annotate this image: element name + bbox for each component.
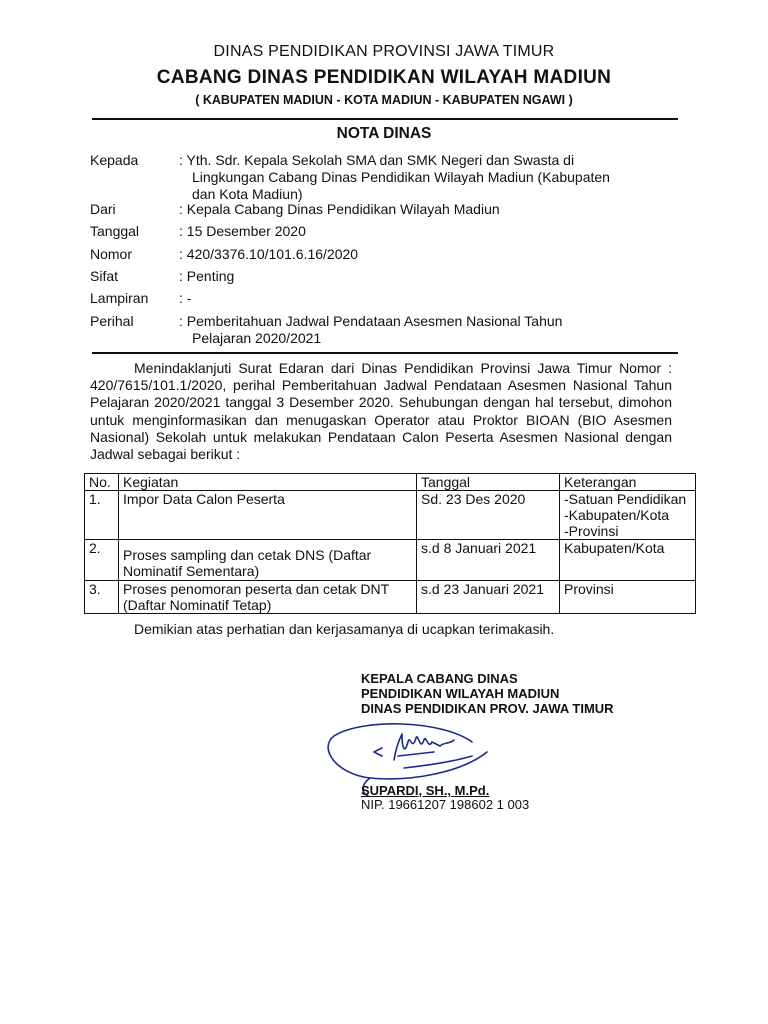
row-notes: [560, 491, 696, 540]
document-title: NOTA DINAS: [336, 125, 432, 142]
lampiran-value: : -: [179, 290, 192, 306]
sifat-value: : Penting: [179, 268, 235, 284]
table-header-row: [85, 474, 696, 491]
column-header: No.: [85, 474, 119, 491]
body-paragraph: Menindaklanjuti Surat Edaran dari Dinas Pendidikan Provinsi Jawa Timur Nomor : 420/7615/101.1/2020, perihal Pemberitahuan Jadwal Pendataan Asesmen Nasional Tahun Pelajaran 2020/2021 tanggal 3 Desember 2020. Sehubungan dengan hal tersebut, dimohon untuk menginformasikan dan menugaskan Operator atau Proktor BIOAN (BIO Asesmen Nasional) Sekolah untuk melakukan Pendataan Calon Peserta Asesmen Nasional dengan Jadwal sebagai berikut :: [90, 360, 672, 463]
perihal-line-1: : Pemberitahuan Jadwal Pendataan Asesmen Nasional Tahun: [179, 313, 563, 329]
branch-heading: CABANG DINAS PENDIDIKAN WILAYAH MADIUN: [156, 67, 612, 88]
signatory-title-1: KEPALA CABANG DINAS: [361, 671, 518, 686]
row-number: 2.: [85, 540, 119, 581]
column-header: Kegiatan: [119, 474, 417, 491]
row-number: 1.: [85, 491, 119, 540]
kepada-line-1: : Yth. Sdr. Kepala Sekolah SMA dan SMK Negeri dan Swasta di: [179, 152, 575, 168]
kepada-label: Kepada: [90, 152, 139, 168]
row-activity: [119, 540, 417, 581]
dari-label: Dari: [90, 201, 116, 217]
row-notes: Kabupaten/Kota: [560, 540, 696, 581]
activity-line: Proses sampling dan cetak DNS (Daftar: [123, 547, 372, 563]
nomor-value: : 420/3376.10/101.6.16/2020: [179, 246, 359, 262]
row-activity: [119, 581, 417, 614]
dari-value: : Kepala Cabang Dinas Pendidikan Wilayah Madiun: [179, 201, 500, 217]
activity-line: (Daftar Nominatif Tetap): [123, 597, 272, 613]
row-activity: [119, 491, 417, 540]
table-row: [85, 491, 696, 540]
tanggal-label: Tanggal: [90, 223, 140, 239]
tanggal-value: : 15 Desember 2020: [179, 223, 306, 239]
signatory-nip: NIP. 19661207 198602 1 003: [361, 797, 530, 812]
lampiran-label: Lampiran: [90, 290, 149, 306]
row-number: 3.: [85, 581, 119, 614]
signatory-title-2: PENDIDIKAN WILAYAH MADIUN: [361, 686, 560, 701]
kepada-line-3: dan Kota Madiun): [192, 186, 303, 202]
column-header: Keterangan: [560, 474, 696, 491]
activity-line: Proses penomoran peserta dan cetak DNT: [123, 581, 390, 597]
notes-line: -Provinsi: [564, 523, 619, 539]
column-header: Tanggal: [417, 474, 560, 491]
perihal-line-2: Pelajaran 2020/2021: [192, 330, 322, 346]
closing-statement: Demikian atas perhatian dan kerjasamanya di ucapkan terimakasih.: [134, 621, 555, 637]
row-date: s.d 23 Januari 2021: [417, 581, 560, 614]
table-row: [85, 540, 696, 581]
perihal-label: Perihal: [90, 313, 134, 329]
nomor-label: Nomor: [90, 246, 133, 262]
header-divider: [92, 118, 678, 120]
kepada-line-2: Lingkungan Cabang Dinas Pendidikan Wilayah Madiun (Kabupaten: [192, 169, 610, 185]
table-row: [85, 581, 696, 614]
activity-line: Impor Data Calon Peserta: [123, 491, 285, 507]
agency-heading: DINAS PENDIDIKAN PROVINSI JAWA TIMUR: [213, 43, 555, 60]
sifat-label: Sifat: [90, 268, 119, 284]
row-notes: Provinsi: [560, 581, 696, 614]
row-date: Sd. 23 Des 2020: [417, 491, 560, 540]
activity-line: Nominatif Sementara): [123, 563, 260, 579]
signatory-name: SUPARDI, SH., M.Pd.: [361, 783, 490, 798]
notes-line: -Satuan Pendidikan: [564, 491, 687, 507]
signatory-title-3: DINAS PENDIDIKAN PROV. JAWA TIMUR: [361, 701, 614, 716]
schedule-table: [84, 473, 696, 614]
row-date: s.d 8 Januari 2021: [417, 540, 560, 581]
region-subheading: ( KABUPATEN MADIUN - KOTA MADIUN - KABUPATEN NGAWI ): [195, 93, 573, 107]
meta-divider: [92, 352, 678, 354]
notes-line: -Kabupaten/Kota: [564, 507, 670, 523]
